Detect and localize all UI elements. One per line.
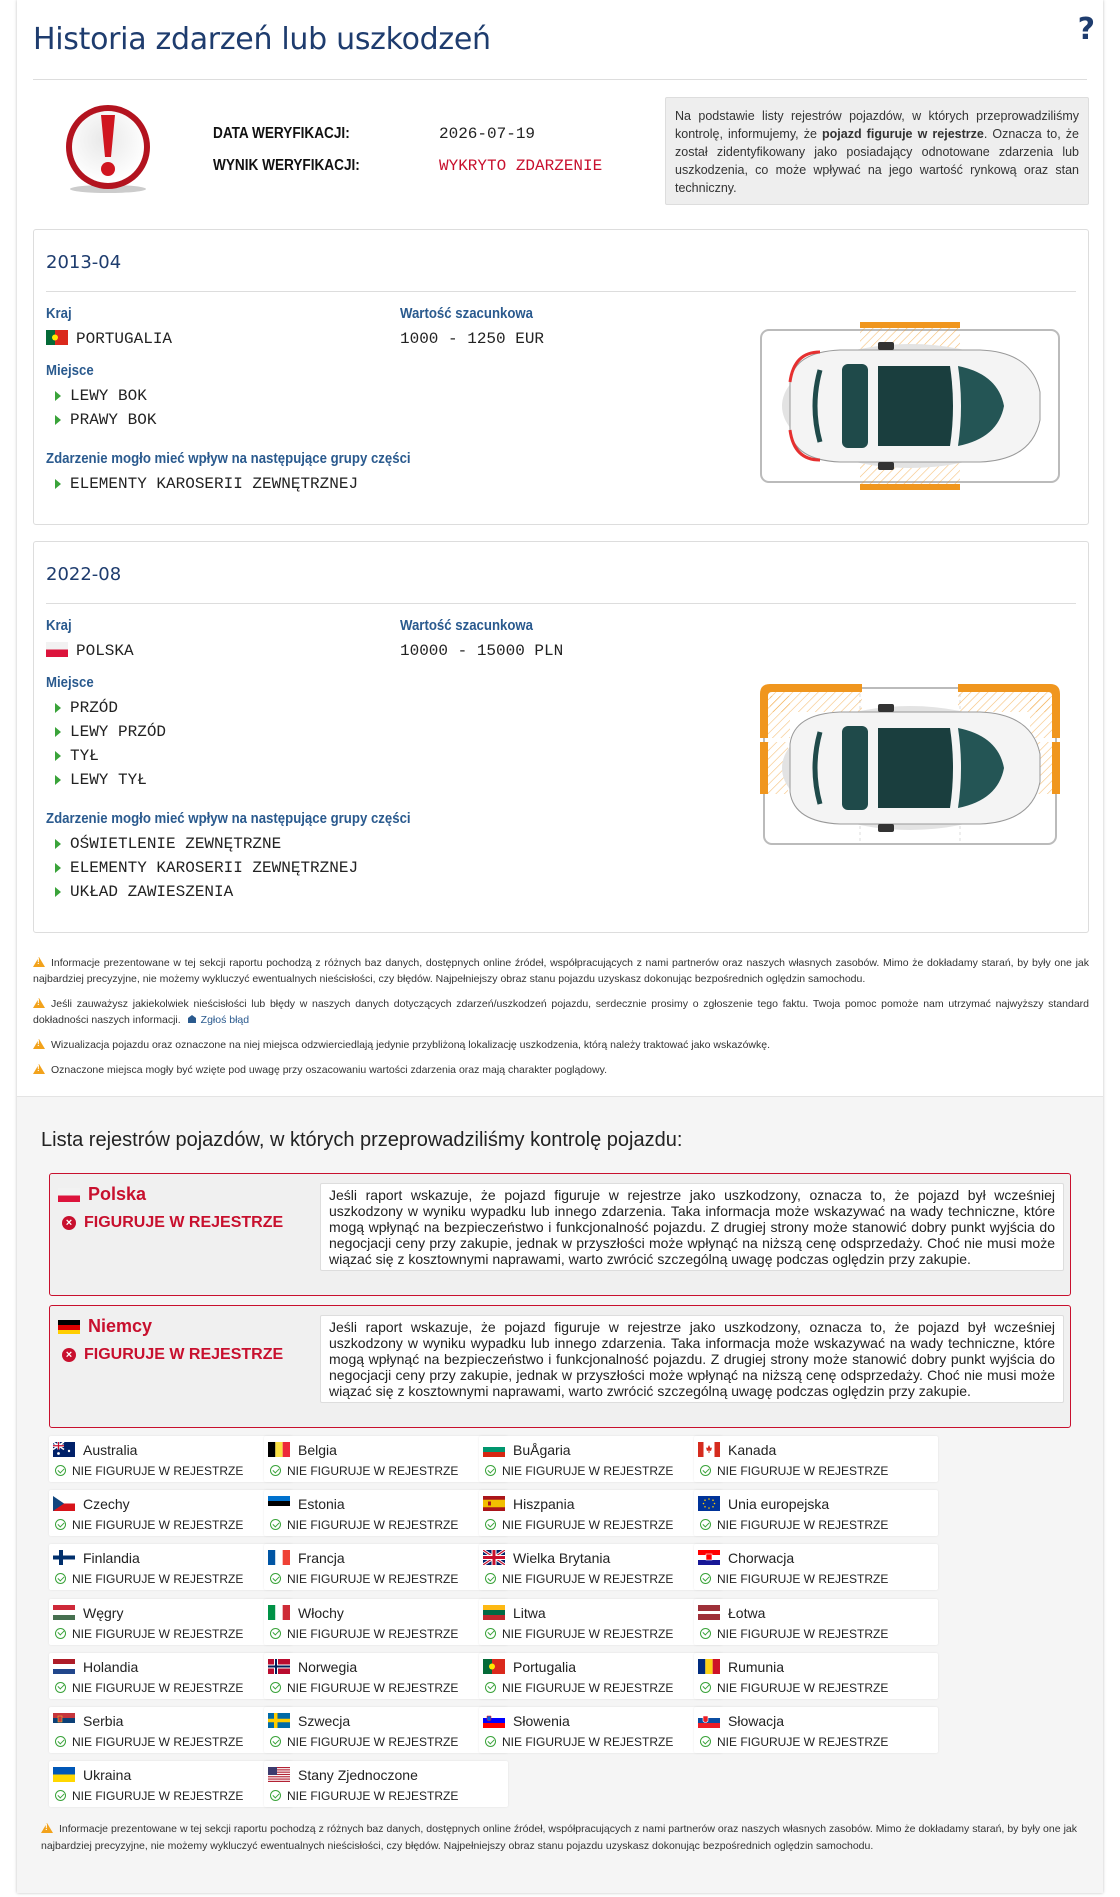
close-icon: ×	[62, 1348, 76, 1362]
registry-country	[698, 1659, 784, 1675]
groups-list	[46, 472, 358, 496]
registry-country	[53, 1659, 138, 1675]
registry-country	[268, 1605, 344, 1621]
status-text: NIE FIGURUJE W REJESTRZE	[717, 1626, 889, 1641]
list-item: TYŁ	[46, 744, 166, 768]
registry-country	[698, 1496, 829, 1512]
status-text: NIE FIGURUJE W REJESTRZE	[287, 1735, 459, 1749]
check-icon	[700, 1465, 711, 1476]
groups-label: Zdarzenie mogło mieć wpływ na następujące grupy części	[46, 450, 411, 467]
registries-footer	[41, 1821, 1077, 1855]
status-text: FIGURUJE W REJESTRZE	[84, 1346, 284, 1363]
event-country	[46, 330, 172, 348]
check-icon	[485, 1736, 496, 1747]
registry-country	[483, 1550, 610, 1566]
registry-item	[479, 1653, 723, 1699]
country-name: Holandia	[83, 1658, 139, 1675]
croatia-flag-icon	[698, 1550, 720, 1565]
check-icon	[55, 1519, 66, 1530]
country-name: Stany Zjednoczone	[298, 1767, 418, 1784]
registry-item	[49, 1653, 293, 1699]
divider	[33, 79, 1087, 80]
registry-status	[270, 1627, 458, 1641]
country-name: Rumunia	[728, 1658, 785, 1675]
country-name: Węgry	[83, 1604, 124, 1621]
country-name: Serbia	[83, 1713, 124, 1729]
registry-country	[698, 1713, 784, 1729]
note	[33, 955, 1089, 987]
registry-country	[698, 1550, 794, 1566]
country-name: POLSKA	[76, 642, 134, 660]
registry-item	[479, 1490, 723, 1536]
registry-status	[270, 1518, 458, 1532]
country-name: Kanada	[728, 1442, 777, 1458]
registry-status	[700, 1627, 888, 1641]
country-name: Australia	[83, 1442, 138, 1458]
status-text: NIE FIGURUJE W REJESTRZE	[72, 1680, 244, 1695]
spain-flag-icon	[483, 1496, 505, 1511]
registries-section	[17, 1096, 1103, 1893]
estonia-flag-icon	[268, 1496, 290, 1511]
ukraine-flag-icon	[53, 1767, 75, 1782]
registry-country	[58, 1184, 146, 1205]
registry-item	[479, 1436, 723, 1482]
event-date: 2013-04	[46, 252, 122, 273]
registry-flagged	[49, 1173, 1071, 1296]
country-name: Wielka Brytania	[513, 1550, 611, 1567]
report-link-label: Zgłoś błąd	[200, 1014, 250, 1026]
car-damage-diagram	[760, 322, 1060, 490]
registry-item	[694, 1599, 938, 1645]
status-text: NIE FIGURUJE W REJESTRZE	[72, 1572, 244, 1587]
report-page	[17, 0, 1103, 1893]
list-item: LEWY BOK	[46, 384, 156, 408]
country-name: Portugalia	[513, 1658, 577, 1675]
registry-country	[483, 1605, 546, 1621]
event-notes	[33, 955, 1089, 1087]
registry-item	[264, 1544, 508, 1590]
verification-info	[665, 97, 1089, 205]
registry-country	[53, 1496, 130, 1512]
check-icon	[270, 1790, 281, 1801]
check-icon	[55, 1573, 66, 1584]
registry-status	[700, 1572, 888, 1586]
registry-country	[268, 1496, 345, 1512]
czech-flag-icon	[53, 1496, 75, 1511]
value-label: Wartość szacunkowa	[400, 617, 534, 634]
close-icon: ×	[62, 1216, 76, 1230]
registry-item	[264, 1599, 508, 1645]
eu-flag-icon	[698, 1496, 720, 1511]
status-text: NIE FIGURUJE W REJESTRZE	[72, 1518, 244, 1533]
page-title: Historia zdarzeń lub uszkodzeń	[33, 22, 491, 57]
list-item: ELEMENTY KAROSERII ZEWNĘTRZNEJ	[46, 856, 358, 880]
status-text: FIGURUJE W REJESTRZE	[84, 1214, 284, 1231]
finland-flag-icon	[53, 1550, 75, 1565]
status-text: NIE FIGURUJE W REJESTRZE	[502, 1735, 674, 1749]
registry-country	[58, 1316, 152, 1337]
country-name: BuÅgaria	[513, 1442, 571, 1458]
registry-country	[483, 1496, 574, 1512]
event-card	[33, 229, 1089, 525]
bulgaria-flag-icon	[483, 1442, 505, 1457]
check-icon	[700, 1682, 711, 1693]
status-text: NIE FIGURUJE W REJESTRZE	[287, 1626, 459, 1641]
warning-icon	[33, 1039, 45, 1049]
registry-country	[268, 1713, 350, 1729]
list-item: LEWY TYŁ	[46, 768, 166, 792]
country-name: Słowenia	[513, 1713, 570, 1729]
country-name: Polska	[88, 1184, 147, 1204]
registry-item	[49, 1436, 293, 1482]
check-icon	[700, 1573, 711, 1584]
registry-country	[53, 1442, 137, 1458]
registry-item	[479, 1544, 723, 1590]
check-icon	[485, 1628, 496, 1639]
check-icon	[270, 1573, 281, 1584]
note-text: Jeśli zauważysz jakiekolwiek nieścisłości lub błędy w naszych danych dotyczących zdarzeń/uszkodzeń pojazdu, serdecznie prosimy o zgłoszenie tego faktu. Twoja pomoc pomoże nam utrzymać najwyższy standard dokładności naszych informacji.	[33, 998, 1089, 1026]
registry-item	[479, 1707, 723, 1753]
list-item: OŚWIETLENIE ZEWNĘTRZNE	[46, 832, 358, 856]
registry-item	[49, 1761, 293, 1807]
registry-explanation: Jeśli raport wskazuje, że pojazd figuruje w rejestrze jako uszkodzony, oznacza to, że pojazd był wcześniej uszkodzony w wyniku wypadku lub innego zdarzenia. Taka informacja może wskazywać na wady techniczne, które mogą wpłynąć na bezpieczeństwo i funkcjonalność pojazdu. Z drugiej strony może stanowić dobry punkt wyjścia do negocjacji ceny przy zakupie, jednak w przyszłości może wpłynąć na niższą cenę odsprzedaży. Choć nie musi może wiązać się z kosztownymi naprawami, warto zwrócić szczególną uwagę podczas oględzin przy zakupie.	[320, 1183, 1064, 1271]
registry-status	[485, 1681, 673, 1695]
status-text: NIE FIGURUJE W REJESTRZE	[502, 1464, 674, 1478]
country-label: Kraj	[46, 617, 72, 634]
registries-title: Lista rejestrów pojazdów, w których przeprowadziliśmy kontrolę pojazdu:	[41, 1129, 683, 1151]
check-icon	[485, 1573, 496, 1584]
registry-country	[53, 1550, 140, 1566]
place-label: Miejsce	[46, 674, 94, 691]
registry-status	[62, 1214, 283, 1232]
registry-status	[55, 1464, 243, 1478]
registry-country	[483, 1659, 576, 1675]
list-item: LEWY PRZÓD	[46, 720, 166, 744]
verification-result-label: WYNIK WERYFIKACJI:	[213, 157, 360, 174]
note	[33, 996, 1089, 1028]
country-name: Czechy	[83, 1496, 130, 1513]
status-text: NIE FIGURUJE W REJESTRZE	[717, 1572, 889, 1587]
country-name: Belgia	[298, 1442, 337, 1458]
info-text-end: . Oznacza to, że został zidentyfikowany jako posiadający odnotowane zdarzenia lub uszkodzenia, co może wpływać na jego wartość rynkową oraz stan techniczny.	[675, 127, 1079, 195]
event-country	[46, 642, 134, 660]
info-text-start: Na podstawie listy rejestrów pojazdów, w których przeprowadziliśmy kontrolę, informujemy, że	[675, 109, 1079, 141]
note-text: Oznaczone miejsca mogły być wzięte pod uwagę przy oszacowaniu wartości zdarzenia oraz mają charakter poglądowy.	[51, 1064, 607, 1076]
registry-item	[694, 1707, 938, 1753]
country-name: Włochy	[298, 1604, 344, 1621]
registry-status	[55, 1627, 243, 1641]
belgium-flag-icon	[268, 1442, 290, 1457]
event-date: 2022-08	[46, 564, 122, 585]
registry-item	[694, 1544, 938, 1590]
registry-country	[53, 1767, 131, 1783]
report-error-link[interactable]	[187, 1014, 249, 1026]
registry-item	[264, 1761, 508, 1807]
sweden-flag-icon	[268, 1713, 290, 1728]
uk-flag-icon	[483, 1550, 505, 1565]
verification-date-label: DATA WERYFIKACJI:	[213, 125, 350, 142]
registry-item	[264, 1653, 508, 1699]
groups-list	[46, 832, 358, 904]
status-text: NIE FIGURUJE W REJESTRZE	[717, 1735, 889, 1749]
registry-status	[700, 1681, 888, 1695]
check-icon	[55, 1628, 66, 1639]
check-icon	[700, 1736, 711, 1747]
status-text: NIE FIGURUJE W REJESTRZE	[287, 1789, 459, 1804]
registry-item	[264, 1707, 508, 1753]
registry-status	[485, 1518, 673, 1532]
info-text-bold: pojazd figuruje w rejestrze	[822, 127, 984, 141]
place-label: Miejsce	[46, 362, 94, 379]
note-text: Informacje prezentowane w tej sekcji raportu pochodzą z różnych baz danych, dostępnych online źródeł, współpracujących z nami partnerów oraz naszych własnych zasobów. Mimo że dokładamy starań, by były one jak najbardziej precyzyjne, nie możemy wykluczyć ewentualnych nieścisłości, czy błędów. Najpełniejszy obraz stanu pojazdu uzyskasz dokonując bezpośrednich oględzin samochodu.	[33, 957, 1089, 985]
status-text: NIE FIGURUJE W REJESTRZE	[287, 1572, 459, 1587]
registry-country	[268, 1659, 357, 1675]
list-item: PRAWY BOK	[46, 408, 156, 432]
warning-icon	[33, 998, 45, 1008]
registry-status	[485, 1572, 673, 1586]
slovakia-flag-icon	[698, 1713, 720, 1728]
registry-status	[55, 1681, 243, 1695]
registry-country	[268, 1550, 345, 1566]
registry-status	[270, 1681, 458, 1695]
france-flag-icon	[268, 1550, 290, 1565]
help-icon[interactable]: ?	[1077, 12, 1095, 47]
status-text: NIE FIGURUJE W REJESTRZE	[287, 1680, 459, 1695]
check-icon	[700, 1519, 711, 1530]
registry-status	[270, 1735, 458, 1749]
divider	[46, 291, 1076, 292]
list-item: UKŁAD ZAWIESZENIA	[46, 880, 358, 904]
registry-status	[62, 1346, 283, 1364]
verification-date: 2026-07-19	[439, 125, 536, 143]
registry-status	[55, 1518, 243, 1532]
alert-icon	[61, 101, 155, 195]
note	[33, 1062, 1089, 1078]
registry-item	[694, 1436, 938, 1482]
registry-item	[49, 1544, 293, 1590]
value-label: Wartość szacunkowa	[400, 305, 534, 322]
registry-status	[55, 1572, 243, 1586]
divider	[46, 603, 1076, 604]
event-value: 1000 - 1250 EUR	[400, 330, 545, 348]
registry-country	[698, 1442, 776, 1458]
registry-status	[700, 1735, 888, 1749]
slovenia-flag-icon	[483, 1713, 505, 1728]
poland-flag-icon	[46, 642, 68, 657]
warning-icon	[33, 957, 45, 967]
event-value: 10000 - 15000 PLN	[400, 642, 564, 660]
registry-explanation: Jeśli raport wskazuje, że pojazd figuruje w rejestrze jako uszkodzony, oznacza to, że pojazd był wcześniej uszkodzony w wyniku wypadku lub innego zdarzenia. Taka informacja może wskazywać na wady techniczne, które mogą wpłynąć na bezpieczeństwo i funkcjonalność pojazdu. Z drugiej strony może stanowić dobry punkt wyjścia do negocjacji ceny przy zakupie, jednak w przyszłości może wpłynąć na niższą cenę odsprzedaży. Choć nie musi może wiązać się z kosztownymi naprawami, warto zwrócić szczególną uwagę podczas oględzin przy zakupie.	[320, 1315, 1064, 1403]
verification-summary	[213, 118, 602, 182]
country-name: Słowacja	[728, 1713, 785, 1729]
groups-label: Zdarzenie mogło mieć wpływ na następujące grupy części	[46, 810, 411, 827]
status-text: NIE FIGURUJE W REJESTRZE	[717, 1680, 889, 1695]
registry-item	[479, 1599, 723, 1645]
verification-result: WYKRYTO ZDARZENIE	[439, 157, 603, 175]
country-name: PORTUGALIA	[76, 330, 173, 348]
status-text: NIE FIGURUJE W REJESTRZE	[72, 1789, 244, 1804]
country-name: Francja	[298, 1550, 345, 1567]
check-icon	[700, 1628, 711, 1639]
registry-country	[53, 1605, 123, 1621]
portugal-flag-icon	[483, 1659, 505, 1674]
hungary-flag-icon	[53, 1605, 75, 1620]
check-icon	[270, 1736, 281, 1747]
status-text: NIE FIGURUJE W REJESTRZE	[72, 1464, 244, 1478]
registry-item	[49, 1599, 293, 1645]
check-icon	[485, 1465, 496, 1476]
registry-item	[694, 1653, 938, 1699]
germany-flag-icon	[58, 1319, 80, 1334]
car-damage-diagram	[760, 682, 1060, 852]
check-icon	[270, 1628, 281, 1639]
note	[33, 1037, 1089, 1053]
country-name: Łotwa	[728, 1604, 766, 1621]
warning-icon	[33, 1064, 45, 1074]
registry-item	[694, 1490, 938, 1536]
registry-status	[270, 1789, 458, 1803]
check-icon	[270, 1465, 281, 1476]
country-name: Hiszpania	[513, 1496, 575, 1513]
check-icon	[485, 1682, 496, 1693]
status-text: NIE FIGURUJE W REJESTRZE	[72, 1626, 244, 1641]
warning-icon	[41, 1823, 53, 1833]
status-text: NIE FIGURUJE W REJESTRZE	[287, 1518, 459, 1533]
registry-country	[268, 1442, 337, 1458]
australia-flag-icon	[53, 1442, 75, 1457]
status-text: NIE FIGURUJE W REJESTRZE	[717, 1518, 889, 1533]
norway-flag-icon	[268, 1659, 290, 1674]
status-text: NIE FIGURUJE W REJESTRZE	[287, 1464, 459, 1478]
country-label: Kraj	[46, 305, 72, 322]
check-icon	[270, 1519, 281, 1530]
status-text: NIE FIGURUJE W REJESTRZE	[72, 1735, 244, 1749]
check-icon	[55, 1682, 66, 1693]
country-name: Niemcy	[88, 1316, 153, 1336]
status-text: NIE FIGURUJE W REJESTRZE	[502, 1626, 674, 1641]
canada-flag-icon	[698, 1442, 720, 1457]
check-icon	[485, 1519, 496, 1530]
country-name: Litwa	[513, 1604, 546, 1621]
poland-flag-icon	[58, 1187, 80, 1202]
country-name: Norwegia	[298, 1658, 358, 1675]
lithuania-flag-icon	[483, 1605, 505, 1620]
status-text: NIE FIGURUJE W REJESTRZE	[717, 1464, 889, 1478]
status-text: NIE FIGURUJE W REJESTRZE	[502, 1518, 674, 1533]
registry-item	[49, 1707, 293, 1753]
usa-flag-icon	[268, 1767, 290, 1782]
registry-item	[264, 1436, 508, 1482]
latvia-flag-icon	[698, 1605, 720, 1620]
registry-status	[700, 1464, 888, 1478]
serbia-flag-icon	[53, 1713, 75, 1728]
country-name: Szwecja	[298, 1713, 351, 1729]
italy-flag-icon	[268, 1605, 290, 1620]
check-icon	[55, 1790, 66, 1801]
status-text: NIE FIGURUJE W REJESTRZE	[502, 1572, 674, 1587]
registry-country	[268, 1767, 418, 1783]
registry-status	[485, 1627, 673, 1641]
romania-flag-icon	[698, 1659, 720, 1674]
place-list	[46, 696, 166, 792]
registry-status	[485, 1735, 673, 1749]
place-list	[46, 384, 156, 432]
country-name: Finlandia	[83, 1550, 140, 1567]
registry-country	[483, 1442, 571, 1458]
country-name: Estonia	[298, 1496, 345, 1513]
check-icon	[55, 1736, 66, 1747]
registry-status	[55, 1789, 243, 1803]
event-card	[33, 541, 1089, 933]
status-text: NIE FIGURUJE W REJESTRZE	[502, 1680, 674, 1695]
registry-country	[53, 1713, 123, 1729]
registry-country	[483, 1713, 570, 1729]
netherlands-flag-icon	[53, 1659, 75, 1674]
registry-item	[264, 1490, 508, 1536]
registry-item	[49, 1490, 293, 1536]
registry-status	[55, 1735, 243, 1749]
note-text: Wizualizacja pojazdu oraz oznaczone na niej miejsca odzwierciedlają jedynie przybliżoną lokalizację uszkodzenia, którą należy traktować jako wskazówkę.	[51, 1039, 771, 1051]
registry-status	[700, 1518, 888, 1532]
country-name: Ukraina	[83, 1767, 132, 1784]
list-item: ELEMENTY KAROSERII ZEWNĘTRZNEJ	[46, 472, 358, 496]
footer-text: Informacje prezentowane w tej sekcji raportu pochodzą z różnych baz danych, dostępnych online źródeł, współpracujących z nami partnerów oraz naszych własnych zasobów. Mimo że dokładamy starań, by były one jak najbardziej precyzyjne, nie możemy wykluczyć ewentualnych nieścisłości, czy błędów. Najpełniejszy obraz stanu pojazdu uzyskasz dokonując bezpośrednich oględzin samochodu.	[41, 1823, 1077, 1852]
registry-status	[485, 1464, 673, 1478]
bug-icon	[187, 1014, 197, 1024]
list-item: PRZÓD	[46, 696, 166, 720]
check-icon	[55, 1465, 66, 1476]
portugal-flag-icon	[46, 330, 68, 345]
check-icon	[270, 1682, 281, 1693]
country-name: Unia europejska	[728, 1496, 830, 1513]
registry-status	[270, 1572, 458, 1586]
country-name: Chorwacja	[728, 1550, 795, 1567]
registry-country	[698, 1605, 765, 1621]
registry-flagged	[49, 1305, 1071, 1428]
registry-status	[270, 1464, 458, 1478]
